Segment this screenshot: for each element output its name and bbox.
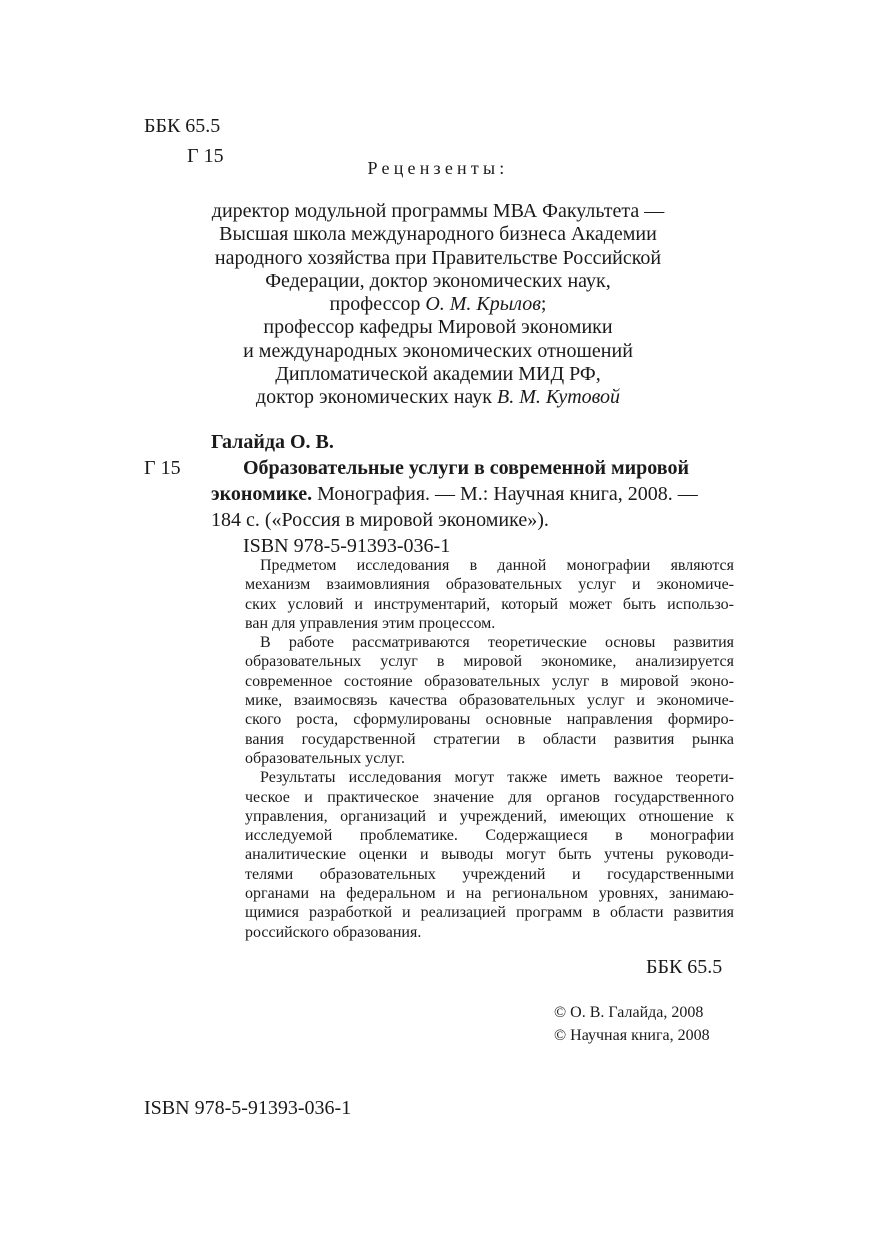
abstract-line: исследуемой проблематике. Содержащиеся в монографии xyxy=(245,827,734,845)
reviewer-line: и международных экономических отношений xyxy=(243,339,633,362)
abstract-line: вания государственной стратегии в области развития рынка xyxy=(245,730,734,748)
abstract-line: управления, организаций и учреждений, имеющих отношение к xyxy=(245,807,734,825)
abstract-line: образовательных услуг в мировой экономике, анализируется xyxy=(245,653,734,671)
reviewers-heading: Рецензенты: xyxy=(367,158,509,178)
author-code-top: Г 15 xyxy=(187,145,224,167)
reviewers-block xyxy=(0,200,876,410)
bibliographic-description xyxy=(211,455,735,559)
reviewer-name: В. М. Кутовой xyxy=(497,386,621,409)
book-title: Образовательные услуги в современной мировой xyxy=(243,457,689,479)
isbn-inline: ISBN 978-5-91393-036-1 xyxy=(243,535,451,557)
abstract-line: механизм взаимовлияния образовательных услуг и экономиче- xyxy=(245,576,734,594)
reviewer-line: Федерации, доктор экономических наук, xyxy=(265,269,611,292)
book-imprint xyxy=(211,481,735,507)
abstract-line: органами на федеральном и на региональном уровнях, занимаю- xyxy=(245,885,734,903)
abstract-line: мике, взаимосвязь качества образовательных услуг и экономиче- xyxy=(245,692,734,710)
page-count-series: 184 с. («Россия в мировой экономике»). xyxy=(211,509,549,531)
abstract-line: Предметом исследования в данной монографии являются xyxy=(260,557,734,574)
reviewer-title: доктор экономических наук xyxy=(255,386,498,409)
abstract-line: ских условий и инструментарий, который может быть использо- xyxy=(245,595,734,613)
abstract-line: телями образовательных учреждений и государственными xyxy=(245,865,734,883)
reviewer-line: директор модульной программы МВА Факультета — xyxy=(211,200,665,222)
reviewer-line xyxy=(0,293,876,316)
isbn-bottom: ISBN 978-5-91393-036-1 xyxy=(144,1097,352,1119)
abstract xyxy=(245,556,734,942)
bbk-code-bottom: ББК 65.5 xyxy=(646,956,723,978)
copyright-author: © О. В. Галайда, 2008 xyxy=(554,1004,704,1021)
reviewer-line: народного хозяйства при Правительстве Российской xyxy=(214,246,662,269)
reviewer-line: Высшая школа международного бизнеса Академии xyxy=(219,223,657,246)
reviewer-line: Дипломатической академии МИД РФ, xyxy=(275,363,601,386)
abstract-line: В работе рассматриваются теоретические основы развития xyxy=(260,634,734,652)
reviewer-title: профессор xyxy=(329,293,426,316)
reviewer-name: О. М. Крылов xyxy=(425,293,541,316)
abstract-line: щимися разработкой и реализацией программ в области развития xyxy=(245,904,734,922)
abstract-line: российского образования. xyxy=(245,923,422,941)
book-title-end: экономике. xyxy=(211,483,313,505)
abstract-line: ческое и практическое значение для органов государственного xyxy=(245,788,734,806)
abstract-line: аналитические оценки и выводы могут быть учтены руководи- xyxy=(245,846,734,864)
reviewer-line xyxy=(0,386,876,409)
abstract-line: ского роста, сформулированы основные направления формиро- xyxy=(245,711,734,729)
abstract-line: современное состояние образовательных услуг в мировой эконо- xyxy=(245,672,734,690)
abstract-line: Результаты исследования могут также иметь важное теорети- xyxy=(260,769,734,787)
imprint-text: Монография. — М.: Научная книга, 2008. — xyxy=(312,483,698,505)
abstract-line: образовательных услуг. xyxy=(245,749,406,767)
abstract-line: ван для управления этим процессом. xyxy=(245,614,496,632)
reviewer-line: профессор кафедры Мировой экономики xyxy=(263,316,613,339)
author-name: Галайда О. В. xyxy=(211,431,334,453)
reviewer-separator: ; xyxy=(540,293,547,316)
bbk-code-top: ББК 65.5 xyxy=(144,115,221,137)
copyright-publisher: © Научная книга, 2008 xyxy=(554,1027,710,1044)
author-code: Г 15 xyxy=(144,457,181,479)
